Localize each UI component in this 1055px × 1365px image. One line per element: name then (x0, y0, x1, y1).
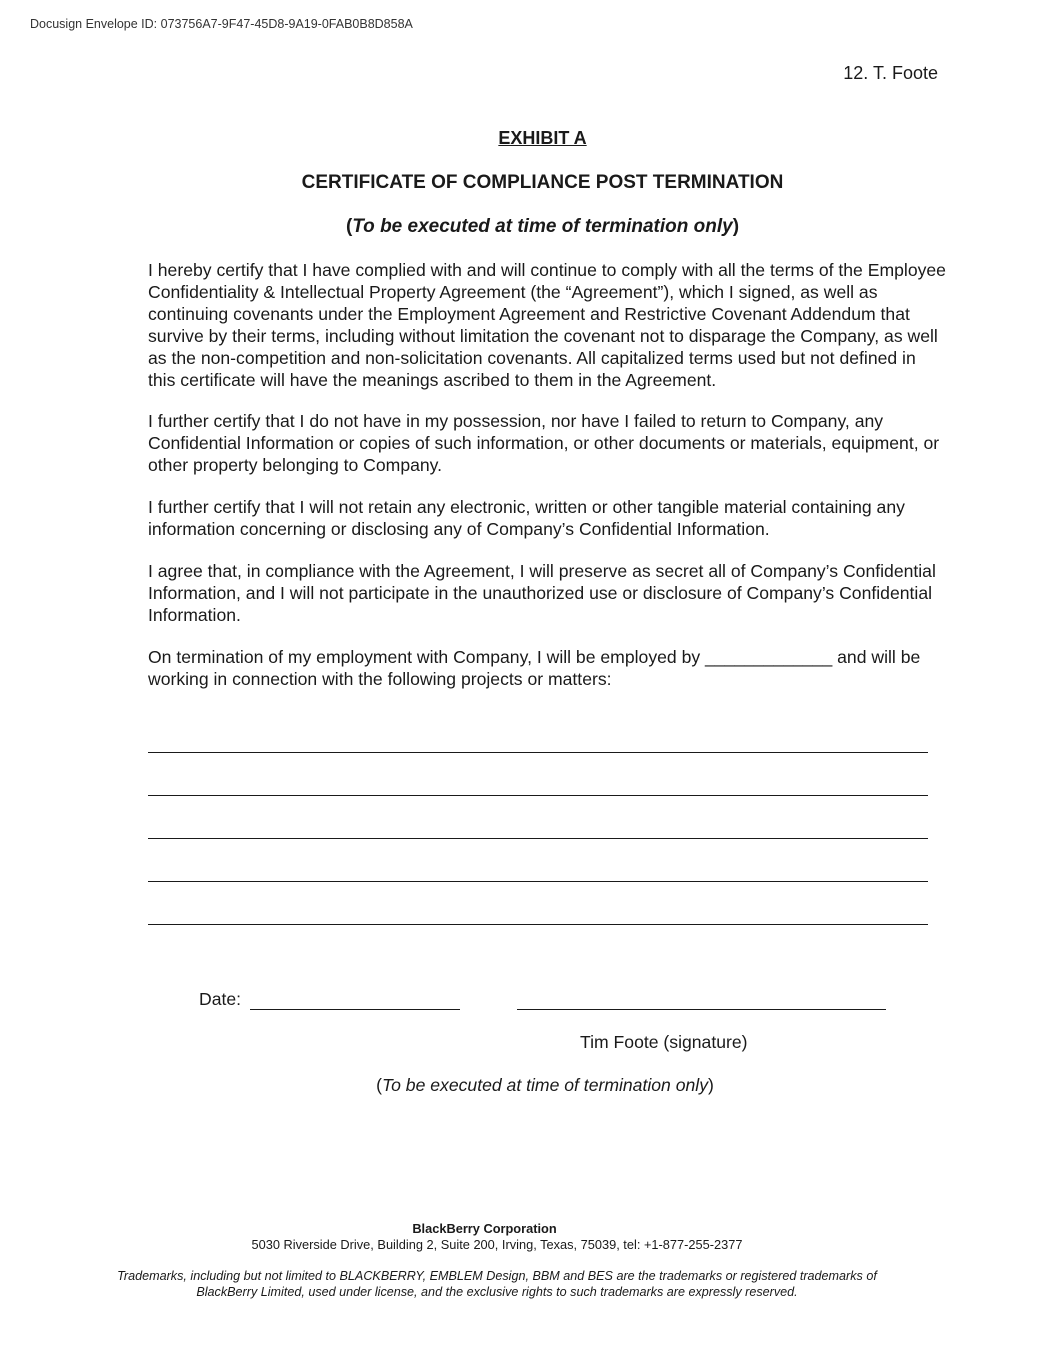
projects-line-1[interactable] (148, 752, 928, 753)
projects-line-5[interactable] (148, 924, 928, 925)
trademark-line-2: BlackBerry Limited, used under license, and the exclusive rights to such trademarks are expressly reserved. (196, 1284, 798, 1299)
projects-line-3[interactable] (148, 838, 928, 839)
exhibit-heading: EXHIBIT A (498, 128, 587, 148)
note-close-paren: ) (708, 1075, 714, 1095)
paragraph-retention: I further certify that I will not retain any electronic, written or other tangible material containing any information concerning or disclosing any of Company’s Confidential Information. (148, 497, 905, 540)
signer-name: Tim Foote (signature) (580, 1032, 748, 1052)
subtitle-close-paren: ) (732, 216, 740, 237)
paragraph-future-employment: On termination of my employment with Company, I will be employed by _____________ and will be working in connection with the following projects or matters: (148, 646, 921, 689)
projects-line-2[interactable] (148, 795, 928, 796)
date-label: Date: (199, 989, 242, 1009)
date-field-line[interactable] (250, 1009, 460, 1010)
note-open-paren: ( (376, 1075, 382, 1095)
footer-trademark-notice (0, 1269, 994, 1300)
trademark-line-1: Trademarks, including but not limited to BLACKBERRY, EMBLEM Design, BBM and BES are the trademarks or registered trademarks of (117, 1269, 877, 1283)
projects-blank-lines (148, 752, 928, 967)
signature-field-line[interactable] (517, 1009, 886, 1010)
footer-company-name: BlackBerry Corporation (412, 1221, 557, 1236)
paragraph-compliance: I hereby certify that I have complied with and will continue to comply with all the terms of the Employee Confidentiality & Intellectual Property Agreement (the “Agreement”), which I signed, as well as continuing covenants under the Employment Agreement and Restrictive Covenant Addendum that survive by their terms, including without limitation the covenant not to disparage the Company, as well as the non-competition and non-solicitation covenants. All capitalized terms used but not defined in this certificate will have the meanings ascribed to them in the Agreement. (148, 260, 946, 390)
certificate-body (148, 260, 948, 711)
execution-note (0, 1075, 1055, 1096)
paragraph-secrecy: I agree that, in compliance with the Agreement, I will preserve as secret all of Company’s Confidential Information, and I will not participate in the unauthorized use or disclosure of Company’s Confidential Information. (148, 560, 936, 625)
certificate-subtitle (0, 216, 1055, 238)
certificate-title: CERTIFICATE OF COMPLIANCE POST TERMINATION (301, 172, 784, 193)
docusign-envelope-id: Docusign Envelope ID: 073756A7-9F47-45D8-9A19-0FAB0B8D858A (30, 17, 413, 31)
projects-line-4[interactable] (148, 881, 928, 882)
paragraph-possession: I further certify that I do not have in my possession, nor have I failed to return to Company, any Confidential Information or copies of such information, or other documents or materials, equipment, or other property belonging to Company. (148, 411, 940, 476)
document-reference: 12. T. Foote (843, 63, 938, 83)
footer-address: 5030 Riverside Drive, Building 2, Suite 200, Irving, Texas, 75039, tel: +1-877-255-2377 (251, 1237, 743, 1252)
subtitle-open-paren: ( (345, 216, 353, 237)
subtitle-italic-text: To be executed at time of termination only (352, 216, 733, 237)
note-italic-text: To be executed at time of termination only (382, 1075, 708, 1095)
